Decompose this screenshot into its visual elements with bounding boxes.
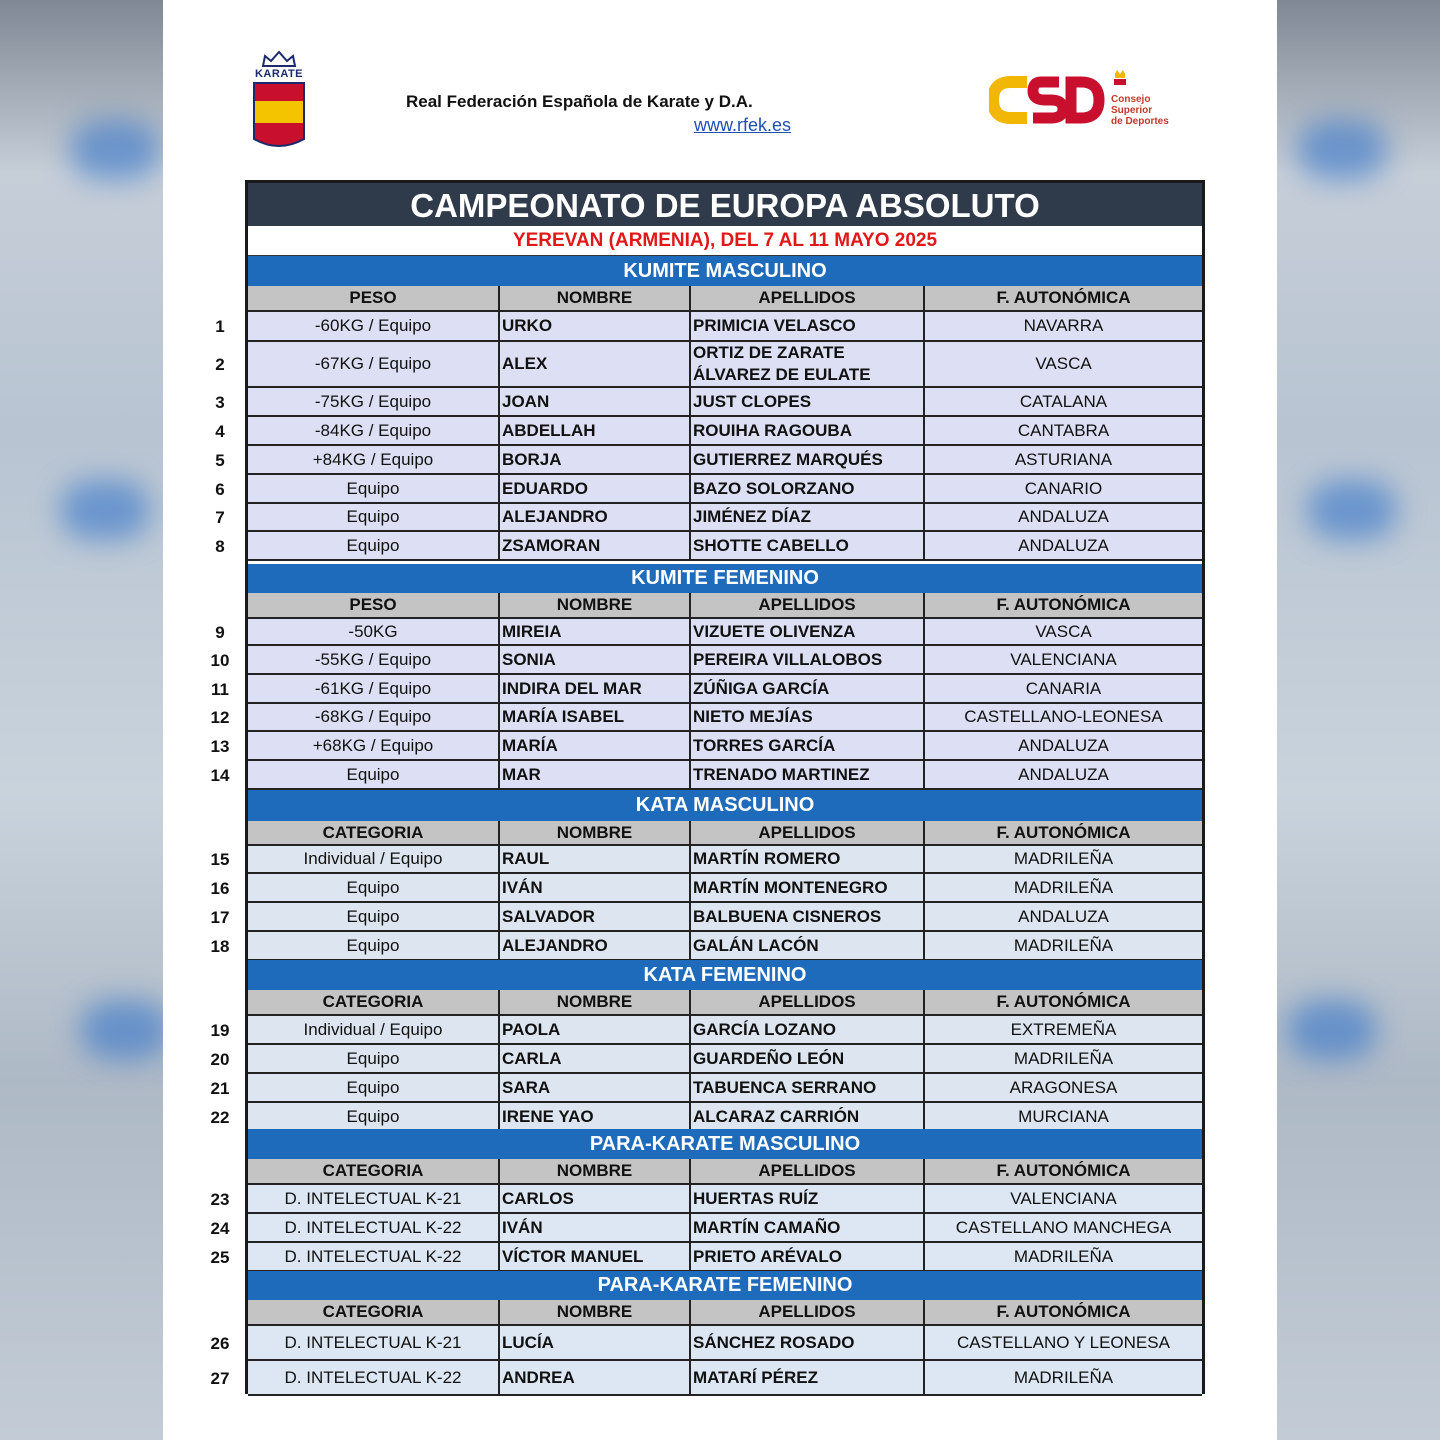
table-row xyxy=(248,675,1202,704)
table-row xyxy=(248,619,1202,646)
category-cell: -84KG / Equipo xyxy=(248,417,500,444)
federation-name: Real Federación Española de Karate y D.A. xyxy=(406,92,753,111)
row-number: 9 xyxy=(215,623,225,642)
name-cell: ALEJANDRO xyxy=(500,504,691,530)
document-page xyxy=(163,0,1277,1440)
name-cell: MAR xyxy=(500,761,691,788)
surname-cell: SHOTTE CABELLO xyxy=(691,532,925,559)
category-cell: +68KG / Equipo xyxy=(248,732,500,759)
event-subtitle: YEREVAN (ARMENIA), DEL 7 AL 11 MAYO 2025 xyxy=(248,226,1202,256)
surname-cell: GARCÍA LOZANO xyxy=(691,1016,925,1043)
federation-cell: CANTABRA xyxy=(1017,420,1110,440)
surname-cell: TRENADO MARTINEZ xyxy=(691,761,925,788)
row-number: 20 xyxy=(210,1050,230,1069)
surname-cell: MARTÍN MONTENEGRO xyxy=(691,874,925,901)
section-title: PARA-KARATE MASCULINO xyxy=(248,1129,1202,1159)
surname-cell: GUTIERREZ MARQUÉS xyxy=(691,446,925,473)
row-number: 24 xyxy=(210,1219,230,1238)
surname-cell: VIZUETE OLIVENZA xyxy=(691,619,925,644)
row-number: 1 xyxy=(215,317,225,336)
surname-cell: SÁNCHEZ ROSADO xyxy=(691,1326,925,1359)
table-row xyxy=(248,1214,1202,1243)
name-cell: EDUARDO xyxy=(500,475,691,502)
row-number: 27 xyxy=(210,1369,230,1388)
category-cell: Equipo xyxy=(248,1103,500,1130)
federation-cell: CASTELLANO Y LEONESA xyxy=(957,1332,1170,1352)
row-number: 16 xyxy=(210,879,230,898)
federation-cell: ASTURIANA xyxy=(1014,449,1113,469)
column-header: NOMBRE xyxy=(500,990,691,1014)
table-row xyxy=(248,903,1202,932)
table-row xyxy=(248,312,1202,342)
category-cell: D. INTELECTUAL K-21 xyxy=(248,1326,500,1359)
column-header: NOMBRE xyxy=(500,1159,691,1183)
surname-cell: PRIETO ARÉVALO xyxy=(691,1243,925,1270)
name-cell: ZSAMORAN xyxy=(500,532,691,559)
category-cell: -60KG / Equipo xyxy=(248,312,500,340)
name-cell: MARÍA ISABEL xyxy=(500,704,691,730)
column-header: F. AUTONÓMICA xyxy=(996,1161,1131,1180)
column-header-row xyxy=(248,821,1202,846)
surname-cell: TORRES GARCÍA xyxy=(691,732,925,759)
table-row xyxy=(248,1103,1202,1132)
name-cell: IVÁN xyxy=(500,874,691,901)
name-cell: CARLOS xyxy=(500,1185,691,1212)
federation-cell: CATALANA xyxy=(1019,391,1108,411)
name-cell: BORJA xyxy=(500,446,691,473)
column-header: APELLIDOS xyxy=(691,1159,925,1183)
category-cell: Equipo xyxy=(248,932,500,959)
blurred-background-right xyxy=(1277,0,1440,1440)
column-header-row xyxy=(248,593,1202,619)
table-row xyxy=(248,388,1202,417)
name-cell: RAUL xyxy=(500,846,691,872)
surname-cell: BAZO SOLORZANO xyxy=(691,475,925,502)
row-number: 6 xyxy=(215,480,225,499)
row-number: 18 xyxy=(210,937,230,956)
team-roster-table xyxy=(245,180,1205,1394)
name-cell: ALEX xyxy=(500,342,691,386)
category-cell: Individual / Equipo xyxy=(248,846,500,872)
name-cell: PAOLA xyxy=(500,1016,691,1043)
table-row xyxy=(248,446,1202,475)
row-number: 12 xyxy=(210,708,230,727)
name-cell: MIREIA xyxy=(500,619,691,644)
federation-cell: MADRILEÑA xyxy=(1013,1048,1114,1068)
category-cell: Equipo xyxy=(248,874,500,901)
category-cell: Equipo xyxy=(248,532,500,559)
name-cell: ABDELLAH xyxy=(500,417,691,444)
table-row xyxy=(248,874,1202,903)
federation-cell: MADRILEÑA xyxy=(1013,877,1114,897)
category-cell: -50KG xyxy=(248,619,500,644)
row-number: 11 xyxy=(211,680,229,699)
column-header-row xyxy=(248,990,1202,1016)
column-header: CATEGORIA xyxy=(248,990,500,1014)
name-cell: CARLA xyxy=(500,1045,691,1072)
table-row xyxy=(248,704,1202,732)
surname-cell: HUERTAS RUÍZ xyxy=(691,1185,925,1212)
surname-cell: ALCARAZ CARRIÓN xyxy=(691,1103,925,1130)
table-row xyxy=(248,1074,1202,1103)
name-cell: SARA xyxy=(500,1074,691,1101)
table-row xyxy=(248,1016,1202,1045)
federation-cell: ARAGONESA xyxy=(1009,1077,1118,1097)
blurred-background-left xyxy=(0,0,163,1440)
column-header: CATEGORIA xyxy=(248,821,500,844)
table-row xyxy=(248,646,1202,675)
federation-cell: MADRILEÑA xyxy=(1013,1246,1114,1266)
column-header: F. AUTONÓMICA xyxy=(996,288,1131,307)
federation-cell: VASCA xyxy=(1035,621,1092,641)
table-row xyxy=(248,761,1202,790)
name-cell: SONIA xyxy=(500,646,691,673)
category-cell: Equipo xyxy=(248,1074,500,1101)
column-header: NOMBRE xyxy=(500,286,691,310)
name-cell: IVÁN xyxy=(500,1214,691,1241)
row-number: 19 xyxy=(210,1021,230,1040)
category-cell: Individual / Equipo xyxy=(248,1016,500,1043)
federation-cell: MADRILEÑA xyxy=(1013,849,1114,868)
column-header: CATEGORIA xyxy=(248,1300,500,1324)
category-cell: -75KG / Equipo xyxy=(248,388,500,415)
logo-word: KARATE xyxy=(254,68,303,80)
category-cell: Equipo xyxy=(248,761,500,788)
table-row xyxy=(248,475,1202,504)
name-cell: INDIRA DEL MAR xyxy=(500,675,691,702)
table-row xyxy=(248,732,1202,761)
federation-cell: ANDALUZA xyxy=(1018,535,1109,555)
category-cell: D. INTELECTUAL K-22 xyxy=(248,1361,500,1394)
row-number: 2 xyxy=(215,355,225,374)
name-cell: URKO xyxy=(500,312,691,340)
category-cell: -67KG / Equipo xyxy=(248,342,500,386)
federation-cell: CASTELLANO MANCHEGA xyxy=(955,1217,1172,1237)
surname-cell: BALBUENA CISNEROS xyxy=(691,903,925,930)
category-cell: D. INTELECTUAL K-22 xyxy=(248,1243,500,1270)
section-title: KATA FEMENINO xyxy=(248,960,1202,990)
row-number: 10 xyxy=(210,651,230,670)
spain-flag-shield-icon xyxy=(252,81,306,151)
row-number: 22 xyxy=(210,1108,230,1127)
federation-cell: VALENCIANA xyxy=(1010,649,1117,669)
federation-cell: ANDALUZA xyxy=(1018,507,1109,526)
category-cell: D. INTELECTUAL K-21 xyxy=(248,1185,500,1212)
federation-cell: ANDALUZA xyxy=(1018,906,1109,926)
surname-cell: MARTÍN ROMERO xyxy=(691,846,925,872)
table-row xyxy=(248,846,1202,874)
federation-cell: MADRILEÑA xyxy=(1013,935,1114,955)
row-number: 26 xyxy=(210,1334,230,1353)
category-cell: +84KG / Equipo xyxy=(248,446,500,473)
column-header-row xyxy=(248,1300,1202,1326)
csd-caption-line: Consejo xyxy=(1111,94,1151,105)
surname-cell: TABUENCA SERRANO xyxy=(691,1074,925,1101)
surname-cell: GUARDEÑO LEÓN xyxy=(691,1045,925,1072)
name-cell: VÍCTOR MANUEL xyxy=(500,1243,691,1270)
federation-cell: MADRILEÑA xyxy=(1013,1367,1114,1387)
row-number: 23 xyxy=(210,1190,230,1209)
surname-cell: ROUIHA RAGOUBA xyxy=(691,417,925,444)
category-cell: Equipo xyxy=(248,504,500,530)
section-title: KATA MASCULINO xyxy=(248,790,1202,821)
surname-cell: PRIMICIA VELASCO xyxy=(691,312,925,340)
federation-cell: CANARIO xyxy=(1024,478,1103,498)
table-row xyxy=(248,342,1202,388)
category-cell: D. INTELECTUAL K-22 xyxy=(248,1214,500,1241)
column-header: NOMBRE xyxy=(500,821,691,844)
row-number: 17 xyxy=(210,908,230,927)
surname-cell: ORTIZ DE ZARATE ÁLVAREZ DE EULATE xyxy=(691,342,925,386)
csd-caption-line: de Deportes xyxy=(1111,116,1169,127)
karate-federation-logo xyxy=(251,50,307,152)
table-row xyxy=(248,1045,1202,1074)
column-header: NOMBRE xyxy=(500,1300,691,1324)
section-title: PARA-KARATE FEMENINO xyxy=(248,1271,1202,1300)
name-cell: IRENE YAO xyxy=(500,1103,691,1130)
row-number: 25 xyxy=(210,1248,230,1267)
federation-cell: NAVARRA xyxy=(1023,316,1104,335)
table-row xyxy=(248,417,1202,446)
name-cell: SALVADOR xyxy=(500,903,691,930)
row-number: 13 xyxy=(210,737,230,756)
row-number: 3 xyxy=(215,393,225,412)
federation-cell: CANARIA xyxy=(1025,678,1102,698)
name-cell: ALEJANDRO xyxy=(500,932,691,959)
column-header-row xyxy=(248,286,1202,312)
federation-website-link[interactable]: www.rfek.es xyxy=(694,115,792,135)
category-cell: -68KG / Equipo xyxy=(248,704,500,730)
column-header: F. AUTONÓMICA xyxy=(996,992,1131,1011)
table-row xyxy=(248,1185,1202,1214)
federation-cell: VALENCIANA xyxy=(1010,1188,1117,1208)
name-cell: LUCÍA xyxy=(500,1326,691,1359)
event-title: CAMPEONATO DE EUROPA ABSOLUTO xyxy=(248,183,1202,226)
row-number: 7 xyxy=(215,508,225,527)
category-cell: Equipo xyxy=(248,475,500,502)
section-title: KUMITE MASCULINO xyxy=(248,256,1202,286)
name-cell: JOAN xyxy=(500,388,691,415)
name-cell: MARÍA xyxy=(500,732,691,759)
table-row xyxy=(248,932,1202,961)
surname-cell: GALÁN LACÓN xyxy=(691,932,925,959)
federation-cell: VASCA xyxy=(1035,354,1092,373)
column-header: PESO xyxy=(248,286,500,310)
surname-cell: MARTÍN CAMAÑO xyxy=(691,1214,925,1241)
column-header: F. AUTONÓMICA xyxy=(996,595,1131,614)
column-header: F. AUTONÓMICA xyxy=(996,1302,1131,1321)
row-number: 15 xyxy=(210,850,230,869)
surname-cell: JUST CLOPES xyxy=(691,388,925,415)
federation-cell: ANDALUZA xyxy=(1018,764,1109,784)
column-header: APELLIDOS xyxy=(691,286,925,310)
row-number: 21 xyxy=(210,1079,230,1098)
row-number: 8 xyxy=(215,537,225,556)
federation-cell: EXTREMEÑA xyxy=(1010,1019,1117,1039)
column-header: NOMBRE xyxy=(500,593,691,617)
table-row xyxy=(248,1361,1202,1396)
row-number: 5 xyxy=(215,451,225,470)
federation-cell: ANDALUZA xyxy=(1018,735,1109,755)
surname-cell: ZÚÑIGA GARCÍA xyxy=(691,675,925,702)
crown-icon xyxy=(261,50,297,68)
surname-cell: PEREIRA VILLALOBOS xyxy=(691,646,925,673)
column-header: CATEGORIA xyxy=(248,1159,500,1183)
category-cell: Equipo xyxy=(248,903,500,930)
row-number: 4 xyxy=(215,422,225,441)
surname-cell: MATARÍ PÉREZ xyxy=(691,1361,925,1394)
section-title: KUMITE FEMENINO xyxy=(248,564,1202,593)
csd-caption-line: Superior xyxy=(1111,105,1153,116)
category-cell: -55KG / Equipo xyxy=(248,646,500,673)
row-number: 14 xyxy=(210,766,230,785)
column-header-row xyxy=(248,1159,1202,1185)
column-header: F. AUTONÓMICA xyxy=(996,822,1131,842)
table-row xyxy=(248,504,1202,532)
table-row xyxy=(248,1243,1202,1272)
name-cell: ANDREA xyxy=(500,1361,691,1394)
column-header: APELLIDOS xyxy=(691,593,925,617)
category-cell: Equipo xyxy=(248,1045,500,1072)
column-header: APELLIDOS xyxy=(691,1300,925,1324)
column-header: APELLIDOS xyxy=(691,990,925,1014)
column-header: PESO xyxy=(248,593,500,617)
category-cell: -61KG / Equipo xyxy=(248,675,500,702)
federation-cell: MURCIANA xyxy=(1018,1106,1109,1126)
surname-cell: NIETO MEJÍAS xyxy=(691,704,925,730)
table-row xyxy=(248,532,1202,561)
surname-cell: JIMÉNEZ DÍAZ xyxy=(691,504,925,530)
federation-cell: CASTELLANO-LEONESA xyxy=(964,707,1163,726)
table-row xyxy=(248,1326,1202,1361)
column-header: APELLIDOS xyxy=(691,821,925,844)
csd-caption xyxy=(1111,94,1169,127)
